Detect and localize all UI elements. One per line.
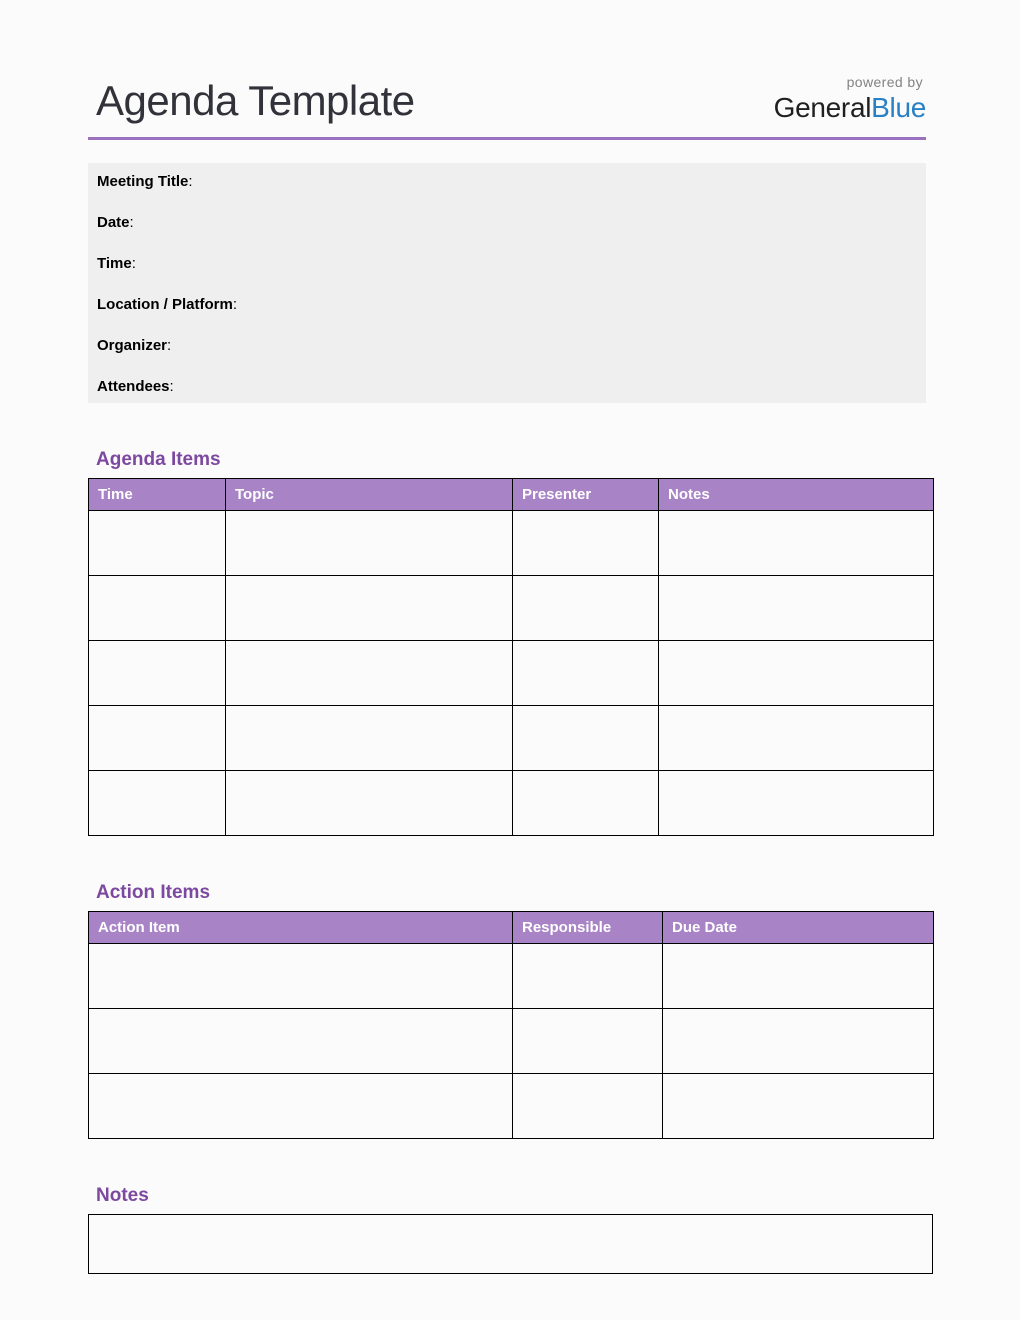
table-cell [659,771,934,836]
table-cell [226,641,513,706]
meeting-field-separator: : [188,173,193,190]
table-cell [663,1009,934,1074]
table-cell [513,944,663,1009]
table-cell [89,944,513,1009]
table-cell [226,511,513,576]
page-title: Agenda Template [96,77,415,124]
column-header-action-item: Action Item [89,912,513,944]
table-cell [659,641,934,706]
table-cell [89,641,226,706]
table-row [89,944,934,1009]
meeting-field-label: Meeting Title [97,173,189,190]
table-header-row [89,479,934,511]
table-cell [513,641,659,706]
table-cell [659,706,934,771]
brand-blue-text: Blue [871,92,926,123]
column-header-notes: Notes [659,479,934,511]
document-header [88,0,926,125]
notes-box [88,1214,933,1274]
meeting-info-box [88,163,926,403]
table-cell [663,944,934,1009]
notes-heading: Notes [96,1185,149,1206]
meeting-field-label: Organizer [97,337,168,354]
column-header-time: Time [89,479,226,511]
table-cell [226,706,513,771]
column-header-due-date: Due Date [663,912,934,944]
table-cell [513,771,659,836]
column-header-topic: Topic [226,479,513,511]
table-row [89,511,934,576]
meeting-field-separator: : [131,255,136,272]
table-cell [663,1074,934,1139]
table-cell [226,576,513,641]
meeting-field-location [88,295,926,315]
table-cell [513,511,659,576]
table-cell [89,771,226,836]
agenda-items-heading: Agenda Items [96,449,221,470]
table-row [89,1009,934,1074]
powered-by-label: powered by [846,74,923,90]
table-row [89,641,934,706]
table-cell [513,706,659,771]
table-cell [89,1009,513,1074]
action-items-table [88,911,934,1139]
brand-general-text: General [773,92,872,123]
meeting-field-label: Location / Platform [97,296,233,313]
meeting-field-title [88,172,926,192]
table-cell [226,771,513,836]
table-row [89,1074,934,1139]
table-cell [89,706,226,771]
document-page [88,0,933,1274]
meeting-field-separator: : [232,296,238,313]
table-header-row [89,912,934,944]
table-cell [659,511,934,576]
table-cell [513,1074,663,1139]
meeting-field-time [88,254,926,274]
meeting-field-separator: : [129,214,134,231]
table-cell [513,576,659,641]
meeting-field-organizer [88,336,926,356]
table-cell [89,511,226,576]
table-cell [659,576,934,641]
meeting-field-date [88,213,926,233]
meeting-field-label: Attendees [97,378,170,395]
brand-name [774,93,926,123]
agenda-items-table [88,478,934,836]
table-row [89,576,934,641]
title-underline [88,137,926,140]
table-row [89,771,934,836]
meeting-field-label: Date [97,214,130,231]
meeting-field-separator: : [167,337,172,354]
column-header-responsible: Responsible [513,912,663,944]
meeting-field-attendees [88,377,926,397]
column-header-presenter: Presenter [513,479,659,511]
action-items-heading: Action Items [96,882,211,903]
brand-logo [774,74,926,125]
meeting-field-label: Time [97,255,132,272]
table-row [89,706,934,771]
table-cell [89,576,226,641]
table-cell [513,1009,663,1074]
meeting-field-separator: : [169,378,174,395]
table-cell [89,1074,513,1139]
